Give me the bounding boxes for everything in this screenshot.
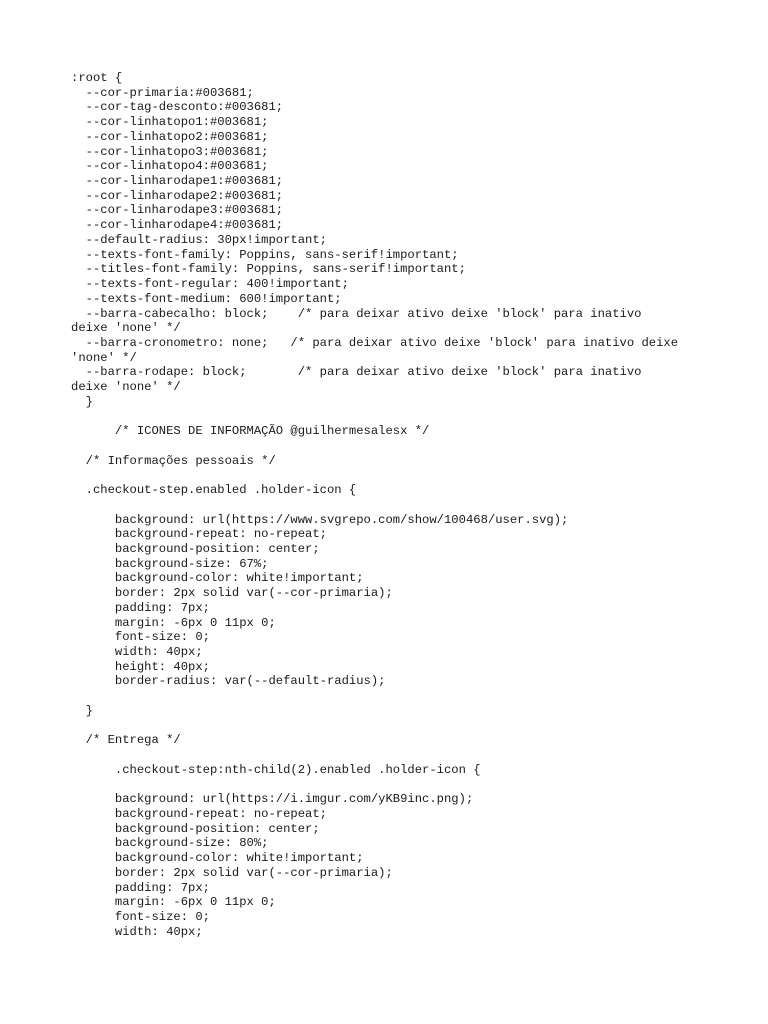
code-line: .checkout-step:nth-child(2).enabled .holder-icon { [71, 762, 481, 777]
code-line: /* ICONES DE INFORMAÇÃO @guilhermesalesx */ [71, 424, 430, 439]
code-line: padding: 7px; [71, 600, 210, 615]
code-line: font-size: 0; [71, 630, 210, 645]
code-line: /* Informações pessoais */ [71, 453, 276, 468]
code-line: margin: -6px 0 11px 0; [71, 895, 276, 910]
code-line: background-size: 67%; [71, 556, 269, 571]
code-line [71, 410, 711, 425]
code-line: width: 40px; [71, 924, 203, 939]
code-line: background-position: center; [71, 821, 320, 836]
code-line [71, 719, 711, 734]
code-line: height: 40px; [71, 659, 210, 674]
code-line: .checkout-step.enabled .holder-icon { [71, 483, 357, 498]
code-line: --texts-font-regular: 400!important; [71, 277, 349, 292]
code-line: width: 40px; [71, 645, 203, 660]
code-line: background-position: center; [71, 542, 320, 556]
code-line: /* Entrega */ [71, 733, 181, 748]
code-line: --cor-linharodape2:#003681; [71, 188, 284, 203]
code-line: background-color: white!important; [71, 851, 364, 866]
code-line: --barra-cabecalho: block; /* para deixar ativo deixe 'block' para inativo [71, 306, 642, 321]
code-line: --cor-linhatopo3:#003681; [71, 144, 269, 159]
code-line [71, 498, 711, 513]
code-line: --cor-linhatopo2:#003681; [71, 129, 269, 144]
code-line: --barra-rodape: block; /* para deixar ativo deixe 'block' para inativo [71, 365, 642, 380]
code-line: 'none' */ [71, 350, 137, 365]
code-line: --texts-font-family: Poppins, sans-serif!important; [71, 247, 459, 262]
code-line: } [71, 703, 93, 718]
code-line: background: url(https://i.imgur.com/yKB9inc.png); [71, 792, 474, 807]
code-line [71, 748, 711, 763]
code-line: background-size: 80%; [71, 836, 269, 851]
code-line: --cor-linharodape3:#003681; [71, 203, 284, 218]
code-line: --cor-linharodape1:#003681; [71, 174, 284, 189]
code-line [71, 778, 711, 793]
code-line: --texts-font-medium: 600!important; [71, 291, 342, 306]
code-line: --cor-linhatopo4:#003681; [71, 159, 269, 174]
code-line: background-color: white!important; [71, 571, 364, 586]
code-line [71, 439, 711, 454]
code-line: border: 2px solid var(--cor-primaria); [71, 586, 393, 601]
css-code-block [71, 71, 711, 939]
code-line: font-size: 0; [71, 909, 210, 924]
code-line: } [71, 394, 93, 409]
code-line: --cor-linhatopo1:#003681; [71, 115, 269, 130]
code-line: margin: -6px 0 11px 0; [71, 615, 276, 630]
code-line [71, 468, 711, 483]
code-line: :root { [71, 71, 123, 85]
code-line: --titles-font-family: Poppins, sans-serif!important; [71, 262, 466, 277]
code-line: --cor-tag-desconto:#003681; [71, 100, 284, 115]
code-line: background-repeat: no-repeat; [71, 527, 327, 542]
code-line: --default-radius: 30px!important; [71, 232, 327, 247]
code-line [71, 689, 711, 704]
code-line: border: 2px solid var(--cor-primaria); [71, 865, 393, 880]
code-line: background: url(https://www.svgrepo.com/show/100468/user.svg); [71, 512, 569, 527]
code-line: background-repeat: no-repeat; [71, 806, 327, 821]
code-line: padding: 7px; [71, 880, 210, 895]
code-line: --cor-primaria:#003681; [71, 85, 254, 100]
code-line: deixe 'none' */ [71, 321, 181, 336]
code-line: deixe 'none' */ [71, 380, 181, 395]
code-line: border-radius: var(--default-radius); [71, 674, 386, 689]
code-line: --cor-linharodape4:#003681; [71, 218, 284, 233]
code-line: --barra-cronometro: none; /* para deixar ativo deixe 'block' para inativo deixe [71, 335, 679, 350]
